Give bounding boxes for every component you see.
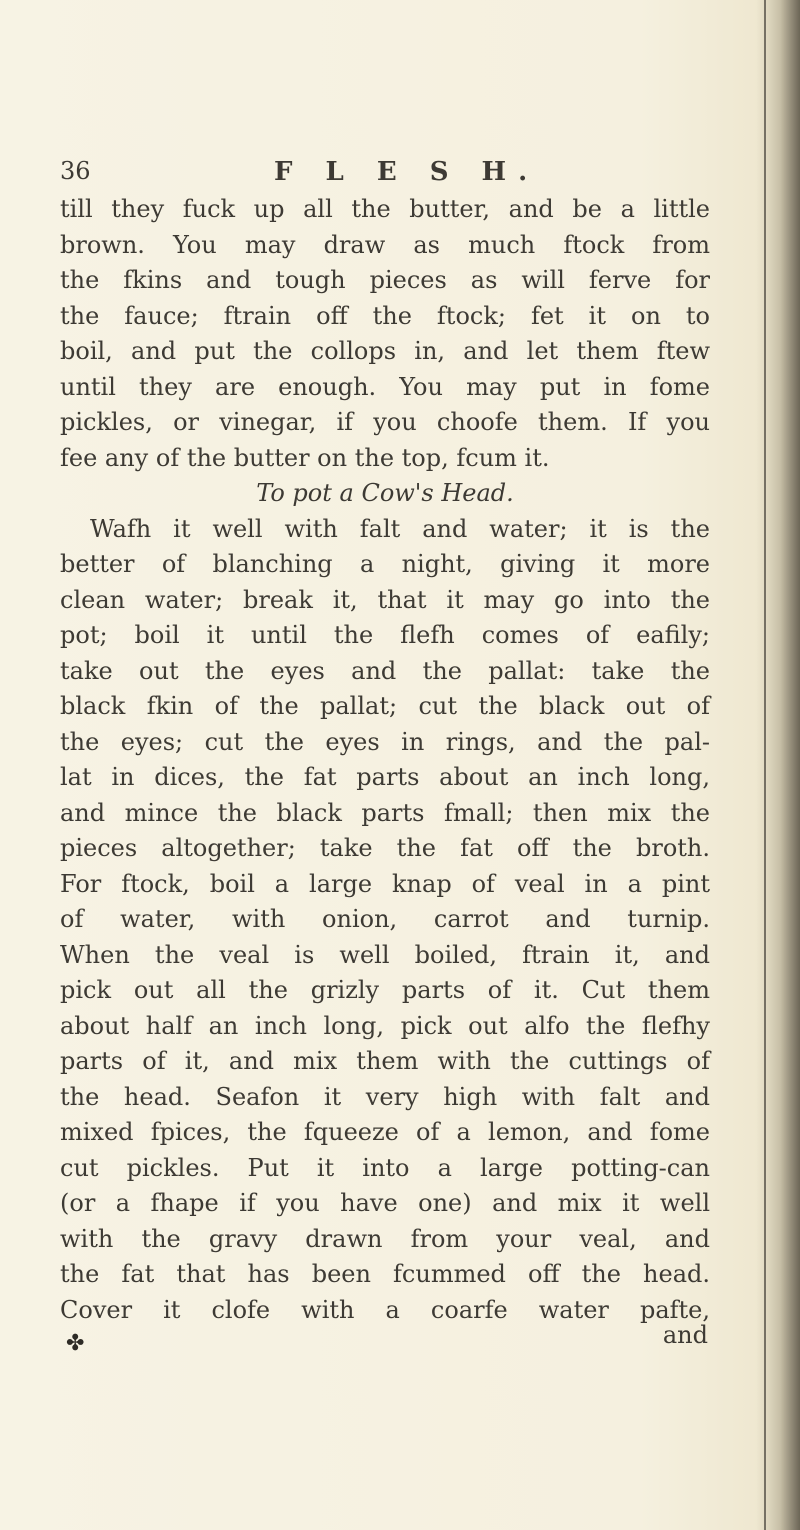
text-line: take out the eyes and the pallat: take the bbox=[60, 656, 710, 685]
text-line: brown. You may draw as much ftock from bbox=[60, 230, 710, 259]
page-footer bbox=[60, 1321, 710, 1364]
text-line: parts of it, and mix them with the cuttings of bbox=[60, 1047, 710, 1075]
text-line: the eyes; cut the eyes in rings, and the pal- bbox=[60, 727, 710, 756]
text-line: pick out all the grizly parts of it. Cut them bbox=[60, 976, 710, 1004]
text-line: till they fuck up all the butter, and be a little bbox=[60, 195, 710, 223]
text-line: Wafh it well with falt and water; it is the bbox=[90, 514, 710, 543]
text-line: the fkins and tough pieces as will ferve for bbox=[60, 266, 710, 294]
paragraph-collops bbox=[60, 192, 710, 476]
text-line: the head. Seafon it very high with falt and bbox=[60, 1082, 710, 1111]
text-line: the fauce; ftrain off the ftock; fet it on to bbox=[60, 301, 710, 330]
signature-mark: ✤ bbox=[66, 1331, 85, 1356]
text-line: with the gravy drawn from your veal, and bbox=[60, 1224, 710, 1253]
text-line: lat in dices, the fat parts about an inch long, bbox=[60, 763, 710, 791]
text-line: mixed fpices, the fqueeze of a lemon, and fome bbox=[60, 1118, 710, 1146]
text-line: (or a fhape if you have one) and mix it well bbox=[60, 1189, 710, 1217]
running-head: F L E S H. bbox=[274, 157, 540, 187]
text-line: black fkin of the pallat; cut the black out of bbox=[60, 692, 710, 720]
body-text bbox=[60, 192, 710, 1364]
text-line: pieces altogether; take the fat off the broth. bbox=[60, 834, 710, 862]
page-header bbox=[60, 157, 700, 191]
text-line: fee any of the butter on the top, fcum it. bbox=[60, 443, 550, 472]
text-line: pot; boil it until the flefh comes of eafily; bbox=[60, 621, 710, 649]
text-line: clean water; break it, that it may go into the bbox=[60, 585, 710, 614]
paragraph-cows-head bbox=[60, 512, 710, 1329]
text-line: Cover it clofe with a coarfe water pafte, bbox=[60, 1295, 710, 1324]
section-heading: To pot a Cow's Head. bbox=[256, 479, 514, 507]
text-line: When the veal is well boiled, ftrain it, and bbox=[60, 940, 710, 969]
catchword: and bbox=[662, 1321, 708, 1349]
text-line: For ftock, boil a large knap of veal in a pint bbox=[60, 869, 710, 898]
text-line: the fat that has been fcummed off the head. bbox=[60, 1260, 710, 1288]
page-edge-shadow bbox=[756, 0, 800, 1530]
text-line: of water, with onion, carrot and turnip. bbox=[60, 905, 710, 933]
page-edge-line bbox=[764, 0, 766, 1530]
text-line: better of blanching a night, giving it more bbox=[60, 550, 710, 578]
text-line: pickles, or vinegar, if you choofe them. If you bbox=[60, 408, 710, 436]
text-line: and mince the black parts fmall; then mix the bbox=[60, 798, 710, 827]
text-line: about half an inch long, pick out alfo the flefhy bbox=[60, 1011, 710, 1040]
text-line: until they are enough. You may put in fome bbox=[60, 372, 710, 401]
text-line: boil, and put the collops in, and let them ftew bbox=[60, 337, 710, 365]
page-number: 36 bbox=[60, 157, 91, 185]
text-line: cut pickles. Put it into a large potting-can bbox=[60, 1153, 710, 1182]
